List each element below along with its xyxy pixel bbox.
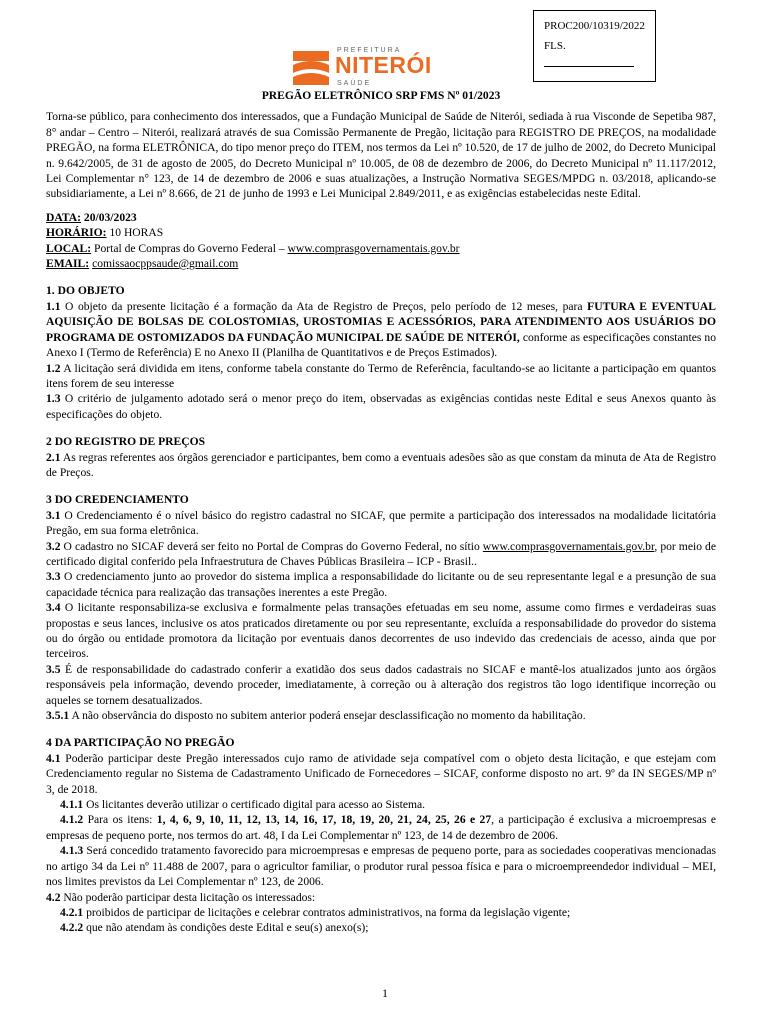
paragraph-4-1-2: 4.1.2 Para os itens: 1, 4, 6, 9, 10, 11, 12, 13, 14, 16, 17, 18, 19, 20, 21, 24, 25, 26 e 27, a participação é exclusiva a microempresas e empresas de pequeno porte, nos termos do art. 48, I da Lei Complementar nº 123, de 14 de dezembro de 2006. (46, 813, 716, 842)
prefeitura-niteroi-logo (291, 45, 461, 91)
paragraph-4-1-3: 4.1.3 Será concedido tratamento favorecido para microempresas e empresas de pequeno porte, para as sociedades cooperativas mencionadas no artigo 34 da Lei nº 11.488 de 2007, para o agricultor familiar, o produtor rural pessoa física e para o microempreendedor individual – MEI, nos limites previstos da Lei Complementar nº 123, de 2006. (46, 844, 716, 889)
process-number: PROC200/10319/2022 (544, 20, 645, 32)
email-link[interactable]: comissaocppsaude@gmail.com (92, 257, 239, 271)
paragraph-1-1: 1.1 O objeto da presente licitação é a formação da Ata de Registro de Preços, pelo período de 12 meses, para FUTURA E EVENTUAL AQUISIÇÃO DE BOLSAS DE COLOSTOMIAS, UROSTOMIAS E ACESSÓRIOS, PARA ATENDIMENTO AOS USUÁRIOS DO PROGRAMA DE OSTOMIZADOS DA FUNDAÇÃO MUNICIPAL DE SAÚDE DE NITERÓI, conforme as especificações constantes no Anexo I (Termo de Referência) E no Anexo II (Planilha de Quantitativos e de Preços Estimados). (46, 299, 717, 360)
document-body (46, 88, 716, 936)
paragraph-4-1-1: 4.1.1 Os licitantes deverão utilizar o certificado digital para acesso ao Sistema. (60, 798, 426, 812)
paragraph-3-2: 3.2 O cadastro no SICAF deverá ser feito no Portal de Compras do Governo Federal, no sítio www.comprasgovernamentais.gov.br, por meio de certificado digital conferido pela Infraestrutura de Chaves Públicas Brasileira – ICP - Brasil.. (46, 539, 716, 568)
section-3-heading: 3 DO CREDENCIAMENTO (46, 493, 189, 507)
page-number: 1 (382, 986, 388, 1000)
paragraph-4-2-1: 4.2.1 proibidos de participar de licitações e celebrar contratos administrativos, na forma da legislação vigente; (60, 905, 571, 919)
horario-value: 10 HORAS (106, 226, 164, 240)
paragraph-4-2-2: 4.2.2 que não atendam às condições deste Edital e seu(s) anexo(s); (60, 921, 369, 935)
process-stamp-box (533, 10, 656, 82)
paragraph-3-5: 3.5 É de responsabilidade do cadastrado conferir a exatidão dos seus dados cadastrais no SICAF e mantê-los atualizados junto aos órgãos responsáveis pela informação, devendo proceder, imediatamente, à correção ou à alteração dos registros tão logo identifique incorreção ou aqueles se tornem desatualizados. (46, 662, 716, 707)
local-label: LOCAL: (46, 241, 92, 255)
info-email (46, 256, 716, 271)
paragraph-3-1: 3.1 O Credenciamento é o nível básico do registro cadastral no SICAF, que permite a participação dos interessados na modalidade licitatória Pregão, em sua forma eletrônica. (46, 508, 716, 538)
email-label: EMAIL: (46, 257, 90, 271)
logo-saude-text: SAÚDE (337, 80, 372, 87)
info-local (46, 241, 716, 256)
section-2-heading: 2 DO REGISTRO DE PREÇOS (46, 435, 206, 449)
section-4-heading: 4 DA PARTICIPAÇÃO NO PREGÃO (46, 736, 235, 750)
paragraph-4-2: 4.2 Não poderão participar desta licitação os interessados: (46, 890, 316, 904)
paragraph-1-3: 1.3 O critério de julgamento adotado será o menor preço do item, observadas as exigências contidas neste Edital e seus Anexos quanto às especificações do objeto. (46, 392, 716, 421)
section-1-heading: 1. DO OBJETO (46, 284, 125, 298)
info-data (46, 210, 716, 225)
comprasgovernamentais-link[interactable]: www.comprasgovernamentais.gov.br (482, 539, 655, 553)
signature-line (544, 66, 634, 67)
document-title: PREGÃO ELETRÔNICO SRP FMS Nº 01/2023 (261, 89, 501, 102)
local-link[interactable]: www.comprasgovernamentais.gov.br (287, 241, 460, 255)
paragraph-3-4: 3.4 O licitante responsabiliza-se exclusiva e formalmente pelas transações efetuadas em seu nome, assume como firmes e verdadeiras suas propostas e seus lances, inclusive os atos praticados diretamente ou por seu representante, excluída a responsabilidade do provedor do sistema ou do órgão ou entidade promotora da licitação por eventuais danos decorrentes de uso indevido das credenciais de acesso, ainda que por terceiros. (46, 601, 716, 661)
paragraph-4-1: 4.1 Poderão participar deste Pregão interessados cujo ramo de atividade seja compatível com o objeto desta licitação, e que estejam com Credenciamento regular no Sistema de Cadastramento Unificado de Fornecedores – SICAF, conforme disposto no art. 9º da IN SEGES/MP nº 3, de 2018. (46, 751, 716, 796)
logo-prefeitura-text: PREFEITURA (337, 47, 402, 54)
paragraph-3-3: 3.3 O credenciamento junto ao provedor do sistema implica a responsabilidade do licitante ou de seu representante legal e a presunção de sua capacidade técnica para realização das transações inerentes a este Pregão. (46, 570, 716, 599)
data-value: 20/03/2023 (81, 210, 137, 224)
local-value: Portal de Compras do Governo Federal – (91, 241, 288, 255)
logo-niteroi-text: NITERÓI (335, 52, 432, 78)
paragraph-2-1: 2.1 As regras referentes aos órgãos gerenciador e participantes, bem como a eventuais adesões são as que constam da minuta de Ata de Registro de Preços. (46, 450, 716, 479)
paragraph-1-2: 1.2 A licitação será dividida em itens, conforme tabela constante do Termo de Referência, facultando-se ao licitante a participação em quantos itens forem de seu interesse (46, 361, 716, 390)
logo-mark-icon (291, 47, 331, 87)
fls-label: FLS. (544, 40, 566, 52)
paragraph-3-5-1: 3.5.1 A não observância do disposto no subitem anterior poderá ensejar desclassificação no momento da habilitação. (46, 709, 586, 723)
intro-paragraph: Torna-se público, para conhecimento dos interessados, que a Fundação Municipal de Saúde de Niterói, sediada à rua Visconde de Sepetiba 987, 8° andar – Centro – Niterói, realizará através de sua Comissão Permanente de Pregão, licitação para REGISTRO DE PREÇOS, na modalidade PREGÃO, na forma ELETRÔNICA, do tipo menor preço do ITEM, nos termos da Lei nº 10.520, de 17 de julho de 2002, do Decreto Municipal n. 9.642/2005, de 31 de agosto de 2005, do Decreto Municipal nº 10.005, de 08 de dezembro de 2006, do Decreto Municipal nº 11.117/2012, Lei Complementar n° 123, de 14 de dezembro de 2006 e suas atualizações, a Instrução Normativa SEGES/MPDG n. 03/2018, aplicando-se subsidiariamente, a Lei nº 8.666, de 21 de junho de 1993 e Lei Municipal 2.849/2011, e as exigências estabelecidas neste Edital. (46, 110, 716, 201)
horario-label: HORÁRIO: (46, 226, 107, 240)
info-horario (46, 225, 716, 240)
data-label: DATA: (46, 210, 81, 224)
